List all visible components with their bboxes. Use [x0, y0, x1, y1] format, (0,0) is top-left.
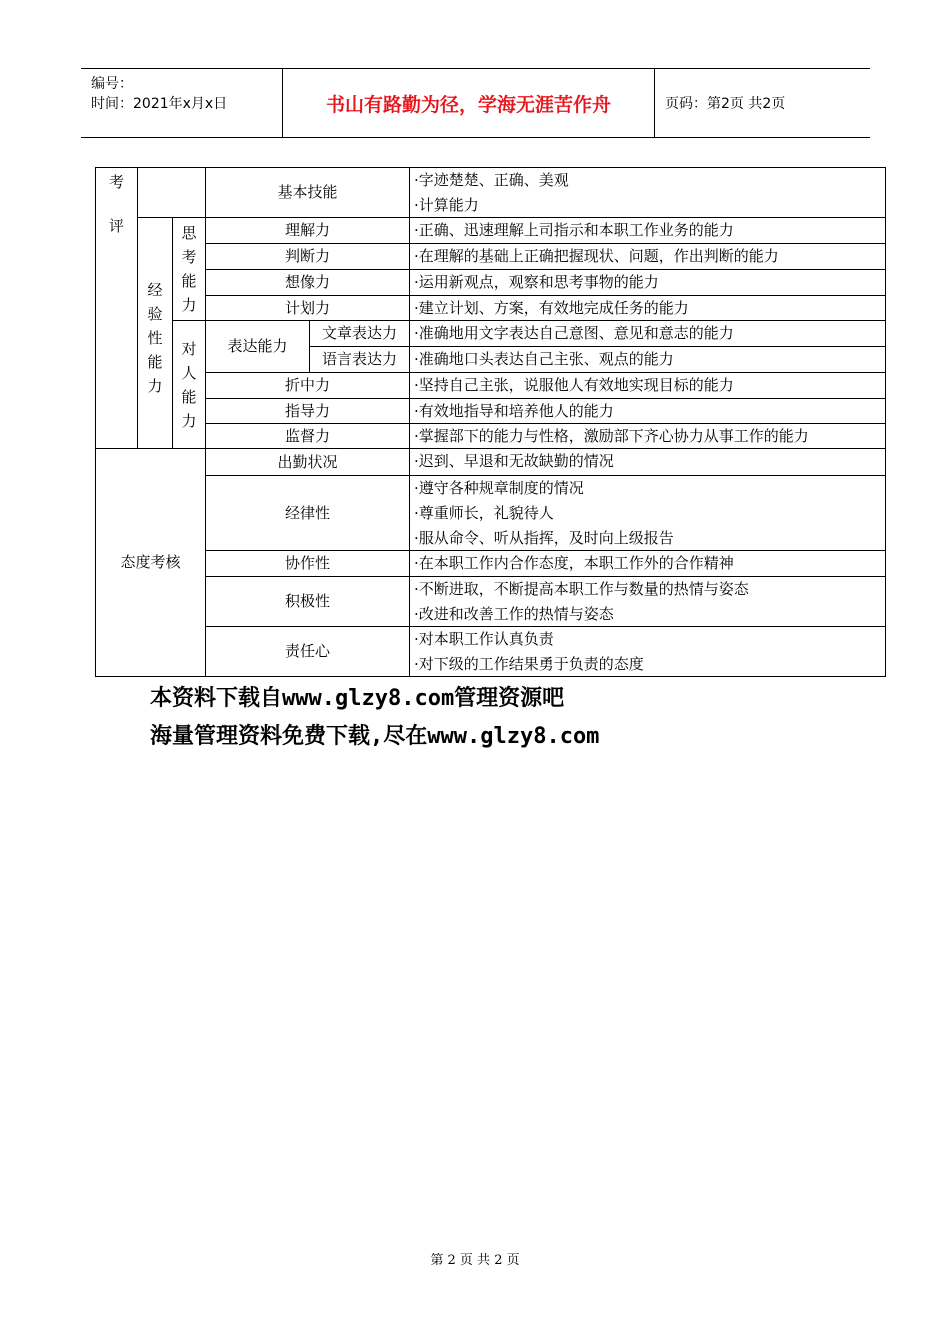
- jingyan-cell: [137, 217, 173, 449]
- desc-line: ·尊重师长，礼貌待人: [414, 504, 554, 522]
- duiren-cell: [172, 320, 206, 449]
- desc-line: ·服从命令、听从指挥，及时向上级报告: [414, 529, 674, 547]
- row-desc: [409, 346, 886, 373]
- duiren-char: 力: [181, 411, 197, 430]
- taidu-label: 态度考核: [95, 448, 206, 677]
- jingyan-char: 性: [147, 329, 163, 347]
- row-label: 判断力: [205, 243, 410, 270]
- row-desc: [409, 372, 886, 399]
- row-desc: [409, 269, 886, 296]
- row-label: 想像力: [205, 269, 410, 296]
- header-page-info: 页码：第2页 共2页: [665, 96, 786, 112]
- header-slogan: 书山有路勤为径，学海无涯苦作舟: [283, 69, 655, 137]
- number-label: 编号：: [91, 76, 133, 92]
- jingyan-char: 经: [147, 281, 163, 299]
- sikao-char: 能: [181, 272, 197, 290]
- row-desc: [409, 423, 886, 449]
- attitude-label: 经律性: [205, 475, 410, 551]
- kaoping-char: 评: [108, 217, 124, 235]
- desc-line: ·遵守各种规章制度的情况: [414, 479, 584, 497]
- attitude-label: 出勤状况: [205, 448, 410, 476]
- jingyan-char: 验: [147, 305, 163, 323]
- row-label: 理解力: [205, 217, 410, 244]
- desc-line: ·运用新观点，观察和思考事物的能力: [414, 273, 659, 291]
- desc-line: ·对本职工作认真负责: [414, 630, 554, 648]
- desc-line: ·坚持自己主张，说服他人有效地实现目标的能力: [414, 376, 734, 394]
- sikao-char: 考: [181, 248, 197, 266]
- row-label: 计划力: [205, 295, 410, 321]
- duiren-char: 能: [181, 387, 197, 406]
- desc-line: ·对下级的工作结果勇于负责的态度: [414, 655, 644, 673]
- page-footer: 第 2 页 共 2 页: [430, 1253, 520, 1268]
- kaoping-cell: [95, 167, 138, 449]
- sikao-char: 思: [181, 224, 197, 242]
- sikao-cell: [172, 217, 206, 321]
- row-label: 文章表达力: [309, 320, 410, 347]
- biaoda-label: 表达能力: [205, 320, 310, 373]
- watermark-line-2: 海量管理资料免费下载,尽在www.glzy8.com: [150, 724, 600, 749]
- row-desc: [409, 320, 886, 347]
- desc-line: ·计算能力: [414, 196, 479, 214]
- desc-line: ·在理解的基础上正确把握现状、问题，作出判断的能力: [414, 247, 779, 265]
- desc-line: ·迟到、早退和无故缺勤的情况: [414, 452, 614, 470]
- attitude-desc: [409, 550, 886, 577]
- attitude-desc: [409, 448, 886, 476]
- desc-line: ·正确、迅速理解上司指示和本职工作业务的能力: [414, 221, 734, 239]
- attitude-label: 积极性: [205, 576, 410, 627]
- row-label: 指导力: [205, 398, 410, 424]
- jiben-label: 基本技能: [205, 167, 410, 218]
- row-desc: [409, 295, 886, 321]
- attitude-desc: [409, 576, 886, 627]
- row-desc: [409, 398, 886, 424]
- row-label: 监督力: [205, 423, 410, 449]
- watermark-line-1: 本资料下载自www.glzy8.com管理资源吧: [150, 686, 565, 711]
- time-label: 时间：2021年x月x日: [91, 96, 228, 112]
- desc-line: ·有效地指导和培养他人的能力: [414, 402, 614, 420]
- desc-line: ·在本职工作内合作态度，本职工作外的合作精神: [414, 554, 734, 572]
- duiren-char: 对: [181, 339, 197, 358]
- jingyan-char: 能: [147, 353, 163, 371]
- row-desc: [409, 217, 886, 244]
- desc-line: ·字迹楚楚、正确、美观: [414, 171, 569, 189]
- jingyan-char: 力: [147, 377, 163, 395]
- row-label: 折中力: [205, 372, 410, 399]
- desc-line: ·不断进取，不断提高本职工作与数量的热情与姿态: [414, 580, 749, 598]
- jiben-desc: [409, 167, 886, 218]
- attitude-desc: [409, 626, 886, 677]
- desc-line: ·建立计划、方案，有效地完成任务的能力: [414, 299, 689, 317]
- sikao-char: 力: [181, 296, 197, 314]
- blank-cell: [137, 167, 206, 218]
- attitude-label: 协作性: [205, 550, 410, 577]
- desc-line: ·准确地口头表达自己主张、观点的能力: [414, 350, 674, 368]
- duiren-char: 人: [181, 363, 197, 382]
- desc-line: ·改进和改善工作的热情与姿态: [414, 605, 614, 623]
- row-desc: [409, 243, 886, 270]
- kaoping-char: 考: [108, 173, 124, 191]
- desc-line: ·准确地用文字表达自己意图、意见和意志的能力: [414, 324, 734, 342]
- attitude-label: 责任心: [205, 626, 410, 677]
- row-label: 语言表达力: [309, 346, 410, 373]
- attitude-desc: [409, 475, 886, 551]
- desc-line: ·掌握部下的能力与性格，激励部下齐心协力从事工作的能力: [414, 427, 809, 445]
